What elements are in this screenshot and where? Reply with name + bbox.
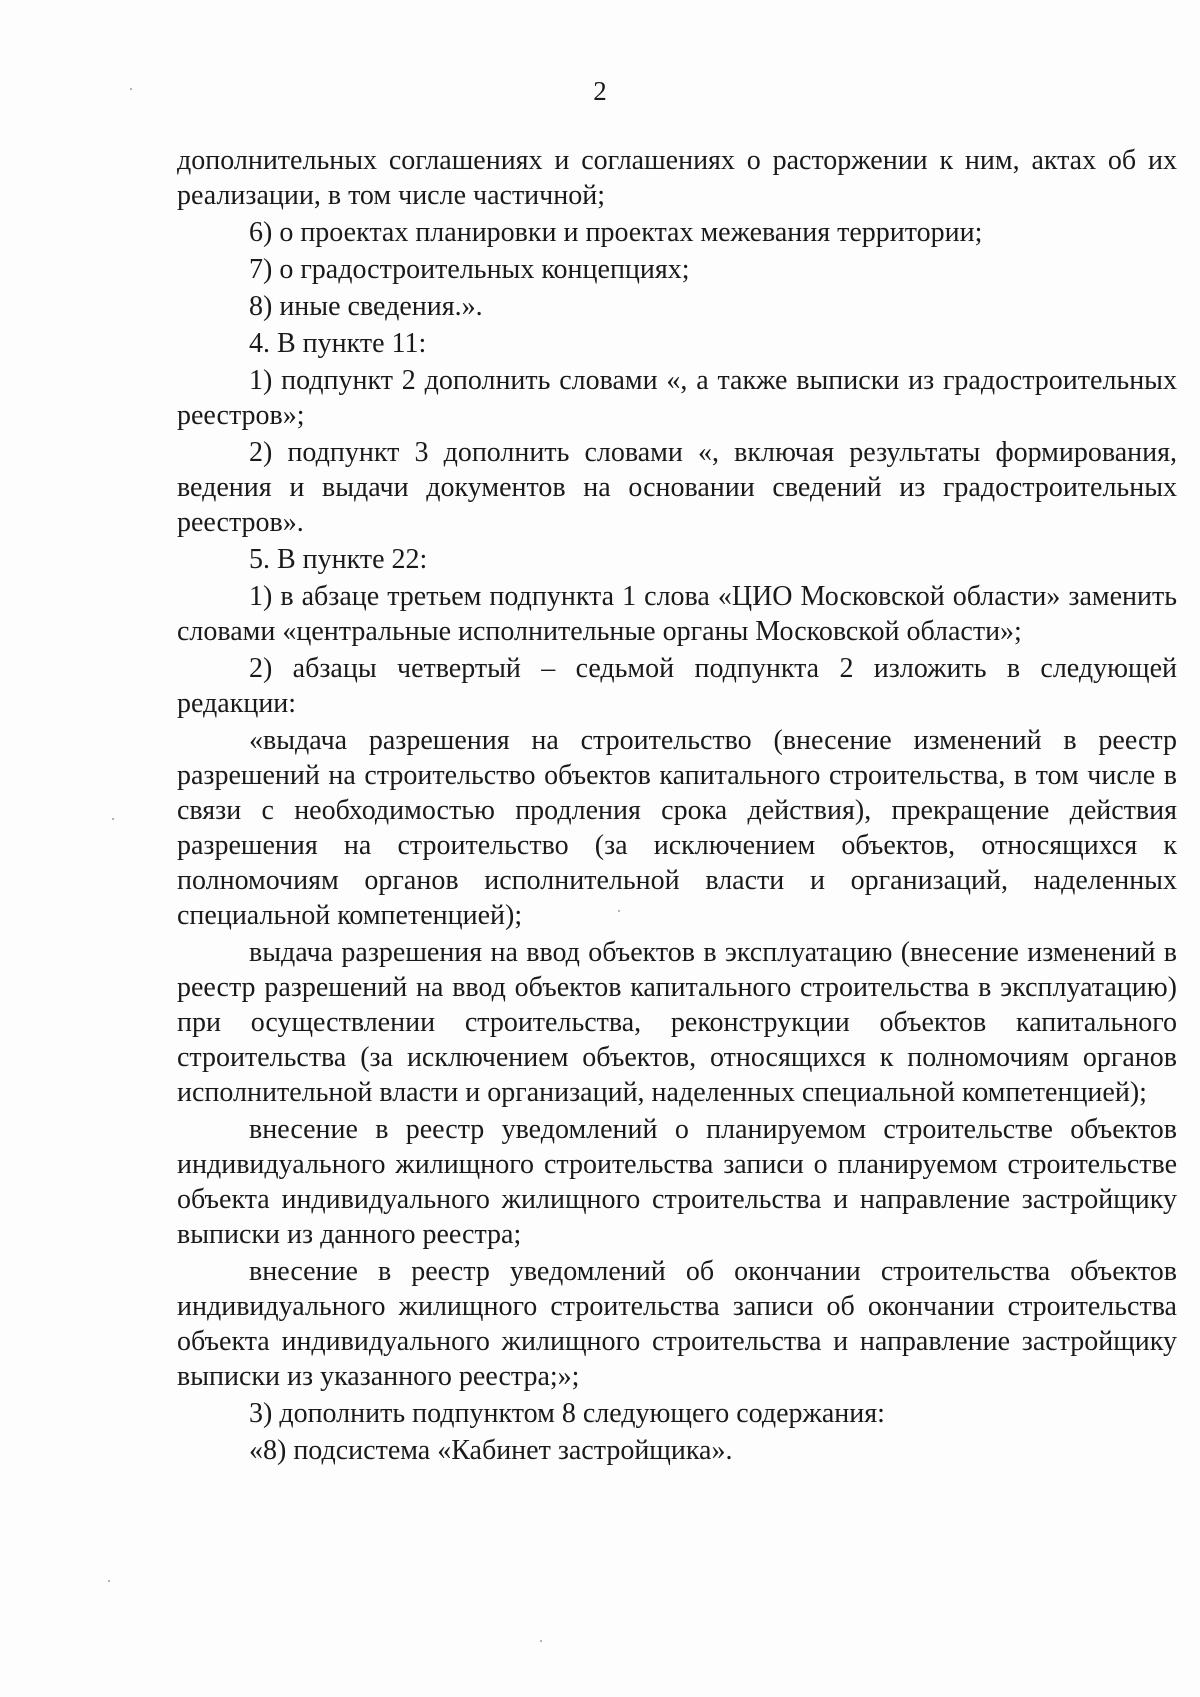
- paragraph-item-8: 8) иные сведения.».: [249, 291, 483, 322]
- quoted-paragraph-completed-construction: внесение в реестр уведомлений об окончании строительства объектов индивидуального жилищного строительства записи об окончании строительства объекта индивидуального жилищного строительства и направление застройщику выписки из указанного реестра;»;: [177, 1256, 1177, 1392]
- scan-speck: [540, 1640, 542, 1642]
- quoted-paragraph-planned-construction: внесение в реестр уведомлений о планируемом строительстве объектов индивидуального жилищного строительства записи о планируемом строительстве объекта индивидуального жилищного строительства и направление застройщику выписки из данного реестра;: [177, 1114, 1177, 1250]
- quoted-paragraph-commissioning: выдача разрешения на ввод объектов в эксплуатацию (внесение изменений в реестр разрешений на ввод объектов капитального строительства в эксплуатацию) при осуществлении строительства, реконструкции объектов капитального строительства (за исключением объектов, относящихся к полномочиям органов исполнительной власти и организаций, наделенных специальной компетенцией);: [177, 937, 1177, 1108]
- document-body: [177, 143, 1177, 1470]
- scan-speck: [108, 1580, 110, 1582]
- paragraph-item-7: 7) о градостроительных концепциях;: [249, 254, 690, 285]
- page-number: 2: [593, 76, 607, 106]
- paragraph-5-1: 1) в абзаце третьем подпункта 1 слова «ЦИО Московской области» заменить словами «центральные исполнительные органы Московской области»;: [177, 581, 1177, 647]
- section-heading-5: 5. В пункте 22:: [249, 544, 428, 575]
- paragraph-item-6: 6) о проектах планировки и проектах межевания территории;: [249, 217, 983, 248]
- section-heading-4: 4. В пункте 11:: [249, 328, 427, 359]
- paragraph-4-2: 2) подпункт 3 дополнить словами «, включая результаты формирования, ведения и выдачи документов на основании сведений из градостроительных реестров».: [177, 437, 1177, 538]
- paragraph-5-3: 3) дополнить подпунктом 8 следующего содержания:: [249, 1398, 885, 1429]
- scan-speck: [618, 910, 620, 912]
- paragraph-4-1: 1) подпункт 2 дополнить словами «, а также выписки из градостроительных реестров»;: [177, 365, 1177, 431]
- scan-speck: [112, 818, 114, 820]
- paragraph-5-2: 2) абзацы четвертый – седьмой подпункта 2 изложить в следующей редакции:: [177, 653, 1177, 719]
- quoted-paragraph-permit: «выдача разрешения на строительство (внесение изменений в реестр разрешений на строительство объектов капитального строительства, в том числе в связи с необходимостью продления срока действия), прекращение действия разрешения на строительство (за исключением объектов, относящихся к полномочиям органов исполнительной власти и организаций, наделенных специальной компетенцией);: [177, 725, 1177, 931]
- scan-speck: [130, 88, 132, 90]
- quoted-paragraph-subsystem: «8) подсистема «Кабинет застройщика».: [249, 1435, 733, 1466]
- paragraph-continuation: дополнительных соглашениях и соглашениях о расторжении к ним, актах об их реализации, в том числе частичной;: [177, 145, 1177, 211]
